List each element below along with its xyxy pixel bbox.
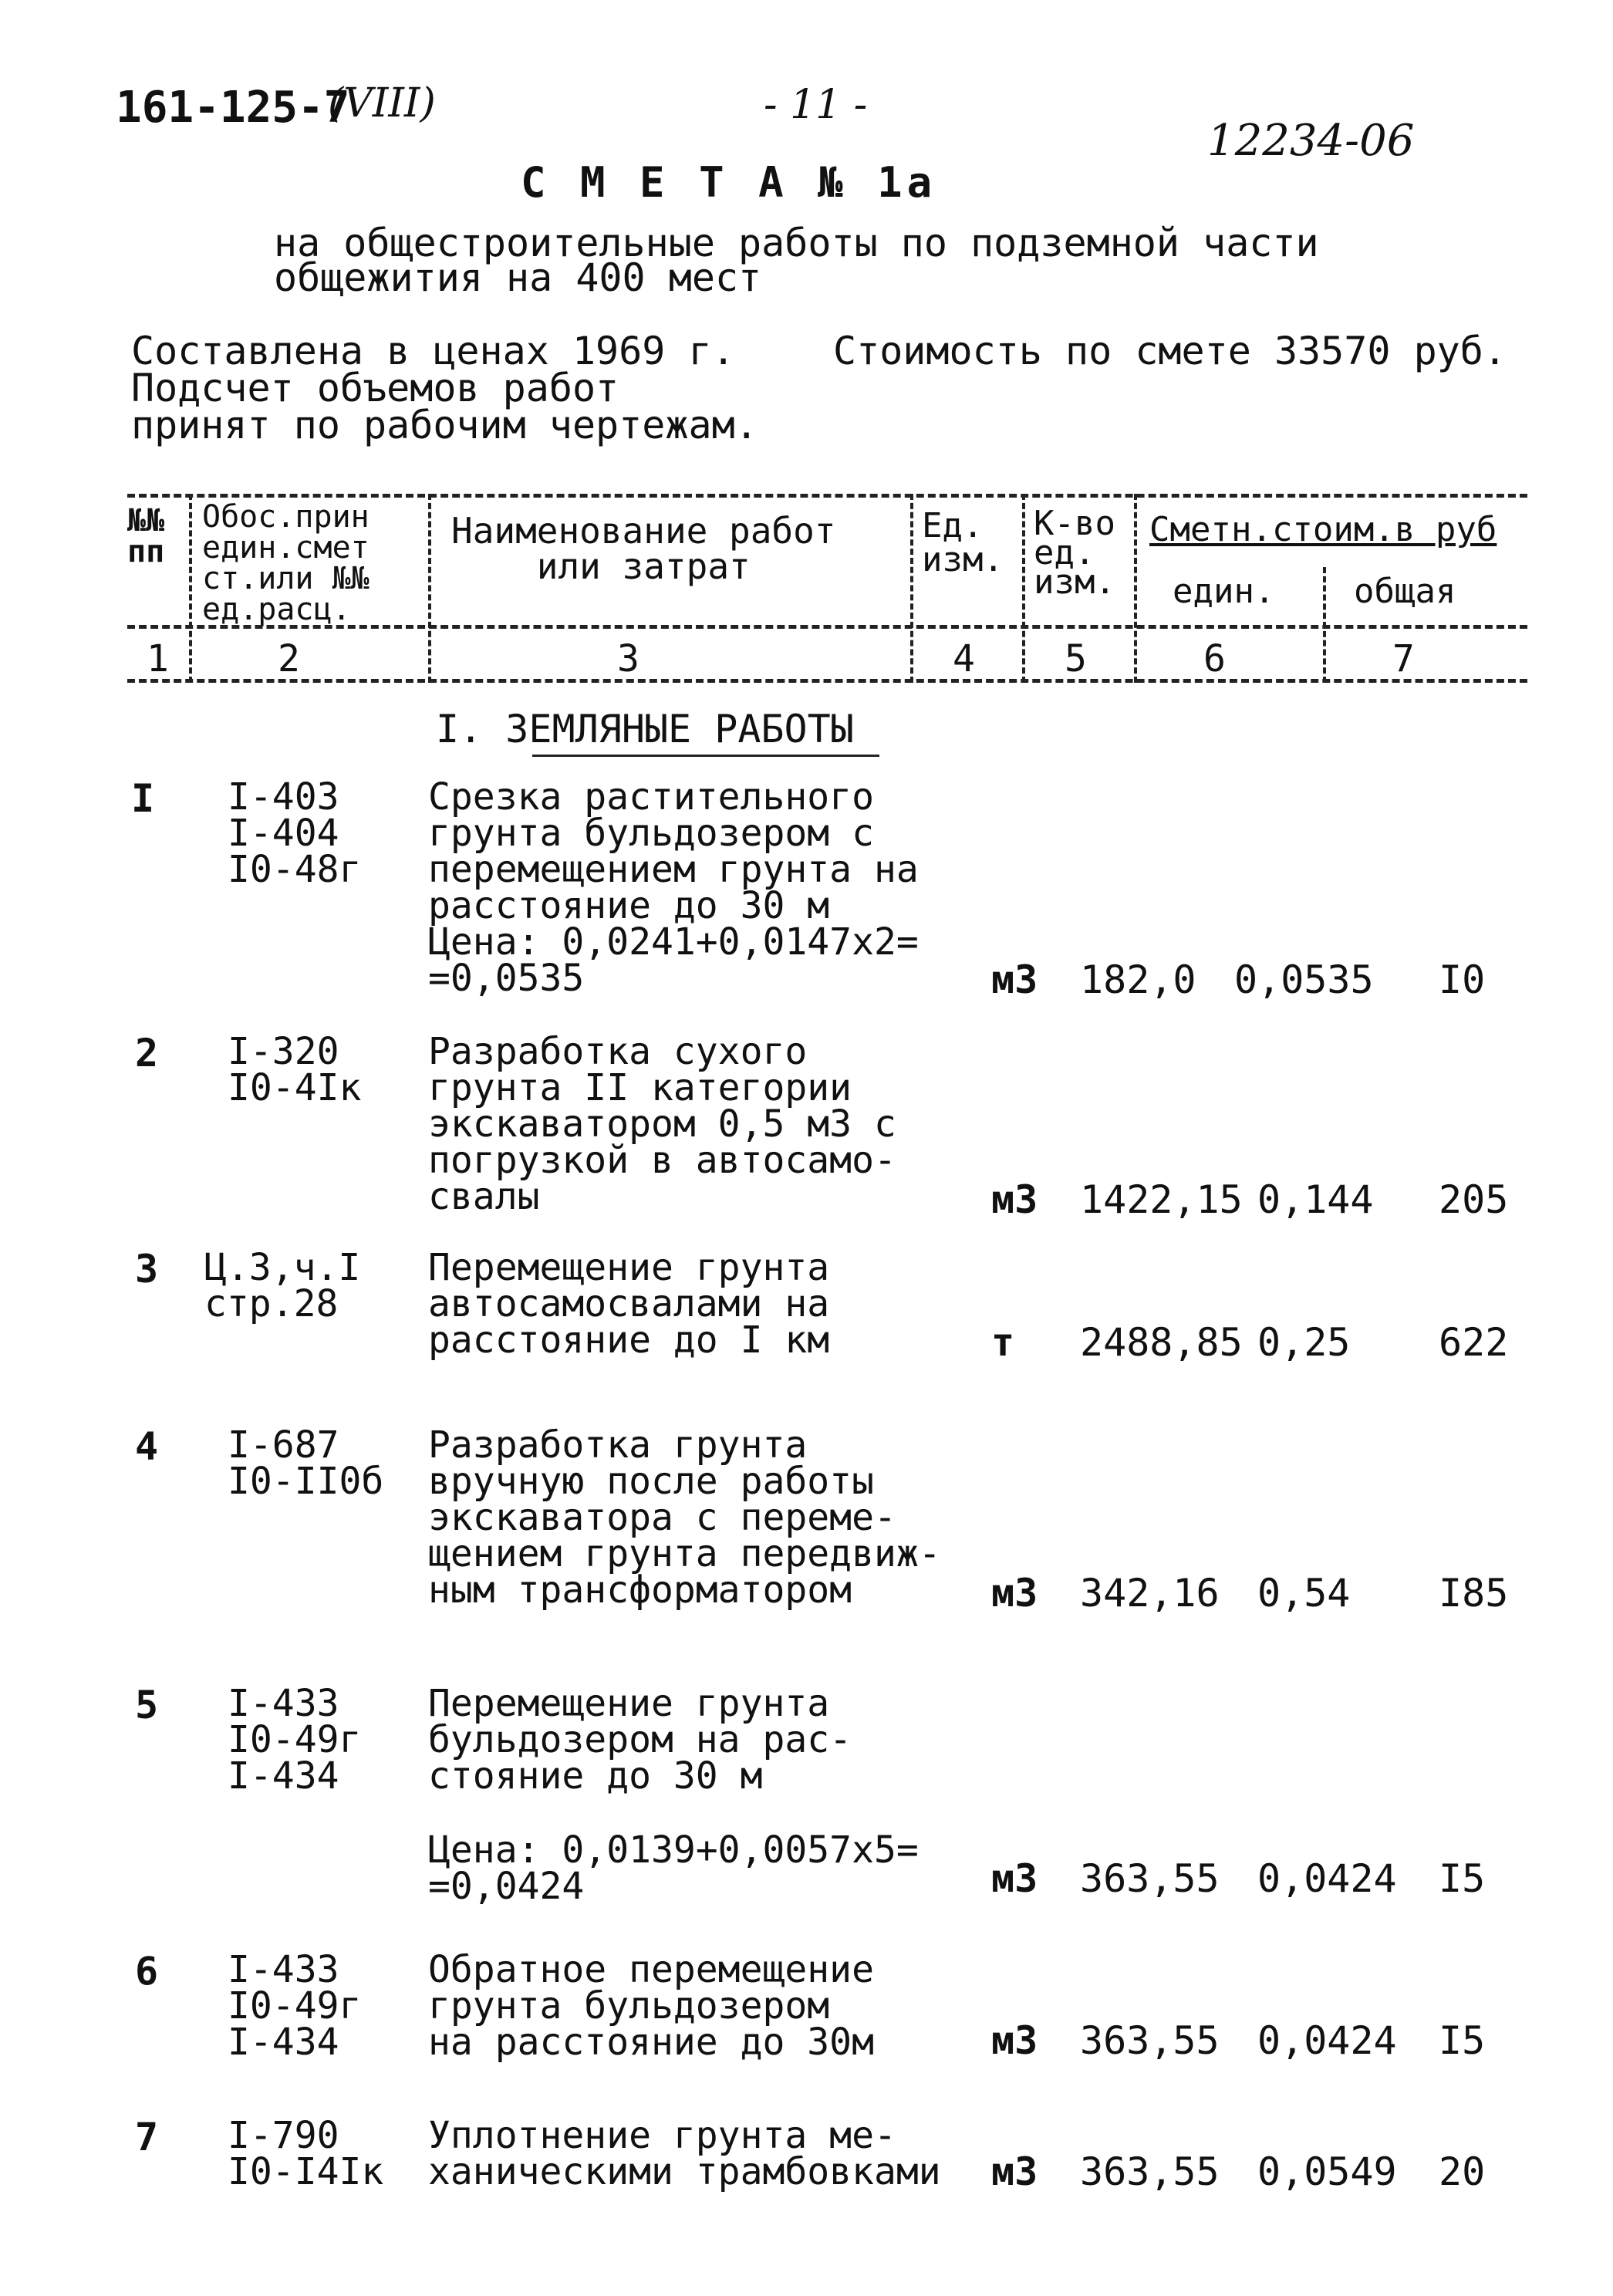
- row-total: I85: [1439, 1571, 1509, 1616]
- header-mid-rule: [127, 625, 1527, 629]
- row-total: I5: [1439, 1856, 1486, 1901]
- row-unit-price: 0,0549: [1257, 2149, 1397, 2194]
- row-quantity: 363,55: [1080, 2018, 1220, 2063]
- document-code: 161-125-7: [116, 83, 350, 133]
- header-col-unit: Ед. изм.: [922, 506, 1004, 579]
- row-description: Срезка растительного грунта бульдозером с перемещением грунта на расстояние до 30 м Цена: 0,0241+0,0147х2= =0,0535: [428, 775, 919, 1000]
- row-total: 20: [1439, 2149, 1486, 2194]
- row-description: Разработка сухого грунта II категории экскаватором 0,5 м3 с погрузкой в автосамо- свалы: [428, 1030, 896, 1218]
- row-description: Перемещение грунта бульдозером на рас- стояние до 30 м: [428, 1682, 852, 1798]
- row-number: 7: [135, 2115, 159, 2159]
- header-top-rule: [127, 494, 1527, 498]
- row-codes: Ц.3,ч.I стр.28: [204, 1246, 361, 1325]
- header-divider: [1323, 567, 1326, 683]
- row-unit-price: 0,25: [1257, 1320, 1351, 1365]
- header-divider: [1134, 494, 1137, 683]
- row-quantity: 182,0: [1080, 957, 1196, 1002]
- header-col-name: Наименование работ или затрат: [451, 510, 836, 587]
- header-divider: [189, 494, 192, 683]
- row-total: I0: [1439, 957, 1486, 1002]
- row-unit: м3: [991, 1571, 1038, 1616]
- page-number: - 11 -: [764, 82, 868, 128]
- estimate-total-cost: Стоимость по смете 33570 руб.: [833, 329, 1507, 373]
- document-title: С М Е Т А № 1а: [521, 158, 937, 207]
- row-quantity: 342,16: [1080, 1571, 1220, 1616]
- subtitle-line-2: общежития на 400 мест: [274, 255, 762, 300]
- header-divider: [1022, 494, 1025, 683]
- header-col-quantity: К-во ед. изм.: [1034, 504, 1115, 602]
- header-col-basis: Обос.прин един.смет ст.или №№ ед.расц.: [202, 499, 370, 627]
- subtitle-line-1: на общестроительные работы по подземной части: [274, 221, 1319, 265]
- row-total: 622: [1439, 1320, 1509, 1365]
- row-number: 6: [135, 1949, 159, 1994]
- prices-year-note: Составлена в ценах 1969 г.: [131, 329, 735, 373]
- row-number: 4: [135, 1424, 159, 1469]
- row-unit: м3: [991, 957, 1038, 1002]
- section-title-underline: [532, 755, 879, 757]
- row-unit-price: 0,0424: [1257, 1856, 1397, 1901]
- column-number-1: 1: [147, 637, 169, 680]
- row-unit-price: 0,0535: [1234, 957, 1374, 1002]
- column-number-4: 4: [953, 637, 975, 680]
- row-total: I5: [1439, 2018, 1486, 2063]
- row-description: Разработка грунта вручную после работы экскаватора с переме- щением грунта передвиж- ным трансформатором: [428, 1423, 941, 1612]
- row-codes: I-403 I-404 I0-48г: [228, 775, 362, 891]
- row-number: 2: [135, 1031, 159, 1075]
- row-price-formula: Цена: 0,0139+0,0057х5= =0,0424: [428, 1828, 919, 1908]
- header-col-total-cost: общая: [1354, 572, 1456, 611]
- document-code-suffix: (VIII): [328, 80, 436, 127]
- row-unit: м3: [991, 1856, 1038, 1901]
- row-unit: м3: [991, 2149, 1038, 2194]
- row-unit: т: [991, 1320, 1015, 1365]
- row-quantity: 363,55: [1080, 1856, 1220, 1901]
- header-col-cost-group: Сметн.стоим.в руб: [1149, 510, 1497, 549]
- header-divider: [428, 494, 431, 683]
- row-quantity: 1422,15: [1080, 1177, 1243, 1222]
- row-description: Перемещение грунта автосамосвалами на расстояние до I км: [428, 1246, 830, 1362]
- row-total: 205: [1439, 1177, 1509, 1222]
- row-codes: I-687 I0-II0б: [228, 1423, 384, 1503]
- row-unit: м3: [991, 1177, 1038, 1222]
- row-unit-price: 0,54: [1257, 1571, 1351, 1616]
- column-number-2: 2: [278, 637, 300, 680]
- row-unit-price: 0,144: [1257, 1177, 1374, 1222]
- row-quantity: 2488,85: [1080, 1320, 1243, 1365]
- row-description: Уплотнение грунта ме- ханическими трамбовками: [428, 2114, 941, 2193]
- row-unit-price: 0,0424: [1257, 2018, 1397, 2063]
- archive-number: 12234-06: [1207, 116, 1415, 166]
- section-title: I. ЗЕМЛЯНЫЕ РАБОТЫ: [436, 707, 854, 751]
- column-number-5: 5: [1065, 637, 1087, 680]
- header-bottom-rule: [127, 679, 1527, 683]
- column-number-3: 3: [617, 637, 639, 680]
- header-divider: [910, 494, 913, 683]
- header-col-unit-cost: един.: [1173, 572, 1275, 611]
- row-codes: I-433 I0-49г I-434: [228, 1682, 362, 1798]
- row-codes: I-433 I0-49г I-434: [228, 1948, 362, 2064]
- row-description: Обратное перемещение грунта бульдозером на расстояние до 30м: [428, 1948, 874, 2064]
- column-number-6: 6: [1203, 637, 1226, 680]
- row-number: 5: [135, 1683, 159, 1727]
- row-unit: м3: [991, 2018, 1038, 2063]
- row-number: 3: [135, 1247, 159, 1292]
- column-number-7: 7: [1392, 637, 1415, 680]
- row-codes: I-320 I0-4Iк: [228, 1030, 362, 1109]
- row-quantity: 363,55: [1080, 2149, 1220, 2194]
- volume-calc-note-1: Подсчет объемов работ: [131, 366, 619, 410]
- volume-calc-note-2: принят по рабочим чертежам.: [131, 403, 758, 447]
- header-col-number: №№ пп: [127, 503, 165, 569]
- row-number: I: [131, 776, 155, 821]
- row-codes: I-790 I0-I4Iк: [228, 2114, 384, 2193]
